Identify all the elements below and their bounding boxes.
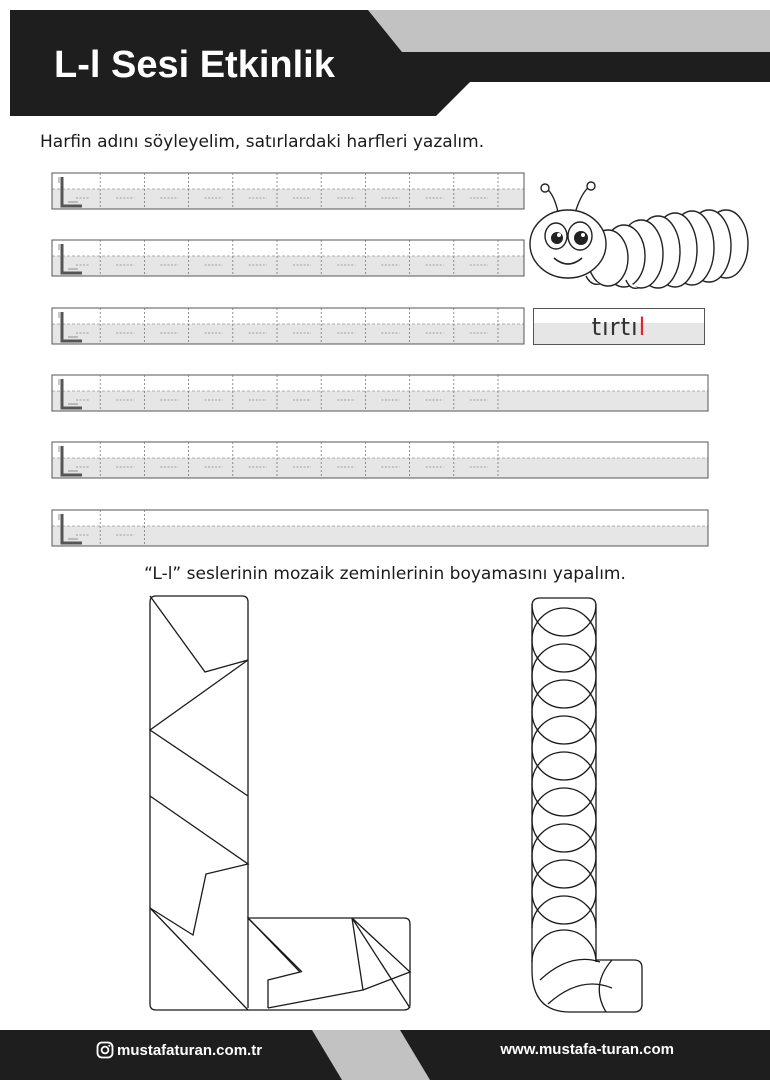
instagram-icon xyxy=(96,1041,114,1059)
word-prefix: tırtı xyxy=(591,313,639,341)
instagram-text: mustafaturan.com.tr xyxy=(117,1041,263,1059)
mosaic-lowercase-l xyxy=(532,598,642,1012)
page-title: L-l Sesi Etkinlik xyxy=(54,44,335,86)
word-highlight-letter: l xyxy=(638,313,647,341)
writing-instruction: Harfin adını söyleyelim, satırlardaki harfleri yazalım. xyxy=(40,132,485,152)
instagram-handle[interactable] xyxy=(96,1041,262,1059)
website-link[interactable]: www.mustafa-turan.com xyxy=(500,1041,674,1058)
footer xyxy=(0,1030,770,1080)
coloring-instruction: “L-l” seslerinin mozaik zeminlerinin boyamasını yapalım. xyxy=(144,564,626,584)
mosaic-uppercase-l xyxy=(150,596,410,1010)
